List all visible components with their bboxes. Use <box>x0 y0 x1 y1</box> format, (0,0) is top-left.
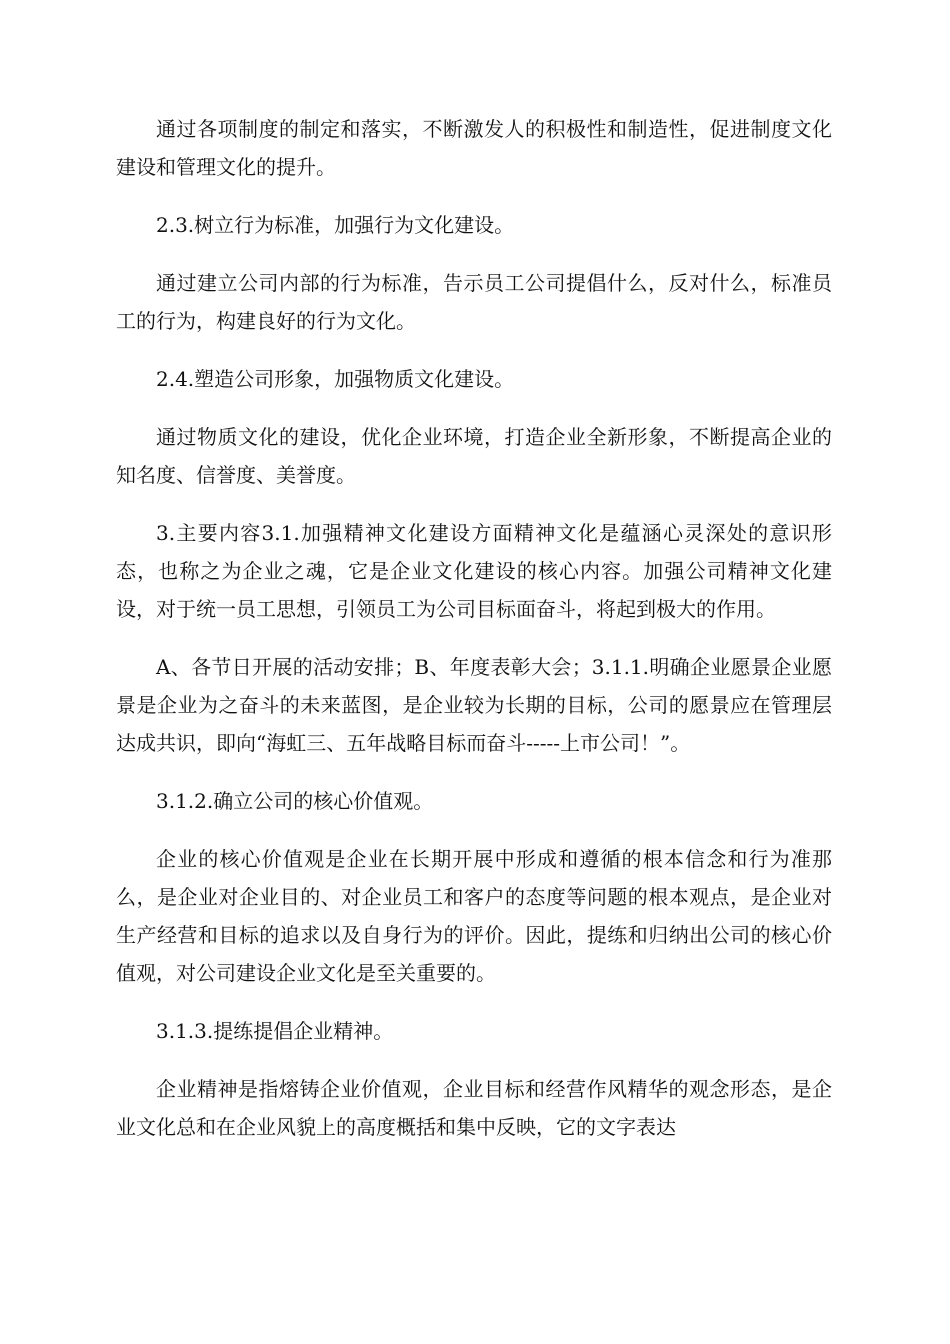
document-body <box>116 110 832 1166</box>
paragraph-9: 企业的核心价值观是企业在长期开展中形成和遵循的根本信念和行为准那么，是企业对企业目的、对企业员工和客户的态度等问题的根本观点，是企业对生产经营和目标的追求以及自身行为的评价。因此，提练和归纳出公司的核心价值观，对公司建设企业文化是至关重要的。 <box>116 847 832 985</box>
paragraph-6: 3.主要内容3.1.加强精神文化建设方面精神文化是蕴涵心灵深处的意识形态，也称之为企业之魂，它是企业文化建设的核心内容。加强公司精神文化建设，对于统一员工思想，引领员工为公司目标面奋斗，将起到极大的作用。 <box>116 521 832 621</box>
section-heading-3-1-2: 3.1.2.确立公司的核心价值观。 <box>156 789 434 813</box>
paragraph-3: 通过建立公司内部的行为标准，告示员工公司提倡什么，反对什么，标准员工的行为，构建良好的行为文化。 <box>116 271 832 333</box>
section-heading-3-1-3: 3.1.3.提练提倡企业精神。 <box>156 1019 394 1043</box>
paragraph-11: 企业精神是指熔铸企业价值观，企业目标和经营作风精华的观念形态，是企业文化总和在企业风貌上的高度概括和集中反映，它的文字表达 <box>116 1077 832 1139</box>
section-heading-2-4: 2.4.塑造公司形象，加强物质文化建设。 <box>156 367 515 391</box>
paragraph-5: 通过物质文化的建设，优化企业环境，打造企业全新形象，不断提高企业的知名度、信誉度、美誉度。 <box>116 425 832 487</box>
paragraph-7: A、各节日开展的活动安排；B、年度表彰大会；3.1.1.明确企业愿景企业愿景是企业为之奋斗的未来蓝图，是企业较为长期的目标，公司的愿景应在管理层达成共识，即向“海虹三、五年战略目标而奋斗-----上市公司！”。 <box>116 655 832 755</box>
section-heading-2-3: 2.3.树立行为标准，加强行为文化建设。 <box>156 213 515 237</box>
paragraph-1: 通过各项制度的制定和落实，不断激发人的积极性和制造性，促进制度文化建设和管理文化的提升。 <box>116 117 832 179</box>
